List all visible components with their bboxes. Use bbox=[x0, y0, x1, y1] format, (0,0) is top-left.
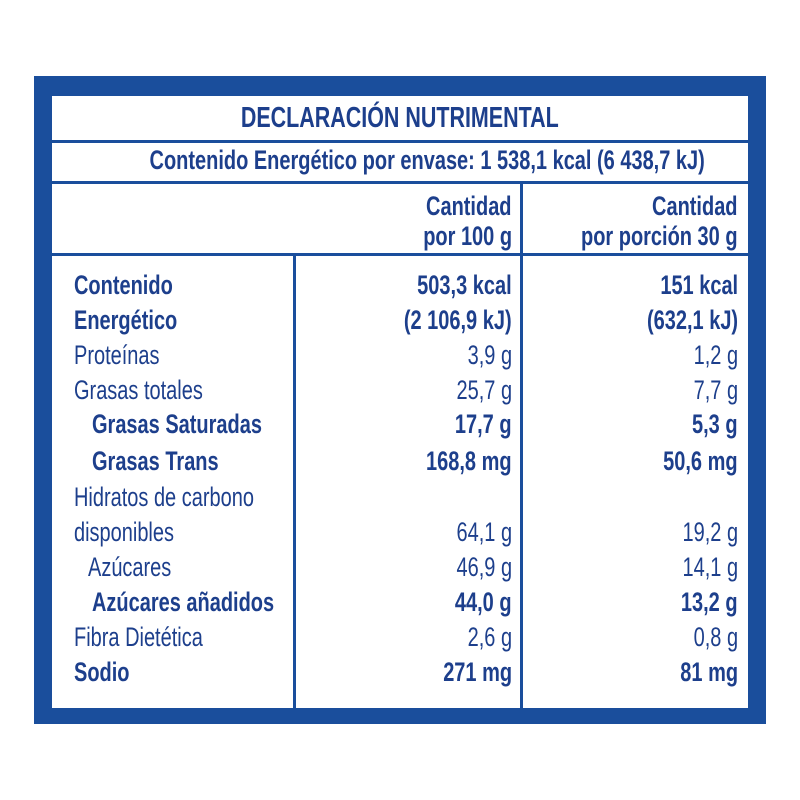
energy-per-package: Contenido Energético por envase: 1 538,1 kcal (6 438,7 kJ) bbox=[149, 145, 705, 175]
value-per-100g: 503,3 kcal bbox=[417, 270, 512, 300]
value-per-100g: 46,9 g bbox=[456, 552, 512, 582]
nutrient-label: Grasas Trans bbox=[92, 446, 219, 476]
header-per-portion: Cantidad por porción 30 g bbox=[581, 191, 738, 251]
nutrient-label: Contenido bbox=[74, 270, 173, 300]
value-per-portion: 13,2 g bbox=[681, 587, 738, 617]
nutrient-label: Azúcares añadidos bbox=[92, 587, 275, 617]
value-per-100g: 271 mg bbox=[443, 657, 512, 687]
value-per-100g: (2 106,9 kJ) bbox=[404, 305, 512, 335]
nutrient-label: Hidratos de carbono bbox=[74, 482, 254, 512]
header-per-100g: Cantidad por 100 g bbox=[423, 191, 512, 251]
column-divider-2 bbox=[520, 181, 523, 708]
nutrient-label: Sodio bbox=[74, 657, 130, 687]
divider-energy bbox=[52, 181, 748, 184]
nutrient-label: Fibra Dietética bbox=[74, 622, 203, 652]
nutrient-label: Energético bbox=[74, 305, 178, 335]
label-title: DECLARACIÓN NUTRIMENTAL bbox=[241, 102, 559, 134]
nutrient-label: disponibles bbox=[74, 517, 174, 547]
value-per-portion: 19,2 g bbox=[682, 517, 738, 547]
value-per-portion: 14,1 g bbox=[682, 552, 738, 582]
value-per-100g: 25,7 g bbox=[456, 375, 512, 405]
value-per-portion: 0,8 g bbox=[693, 622, 738, 652]
value-per-100g: 44,0 g bbox=[455, 587, 512, 617]
value-per-portion: 7,7 g bbox=[693, 375, 738, 405]
value-per-portion: (632,1 kJ) bbox=[646, 305, 738, 335]
nutrient-label: Azúcares bbox=[88, 552, 172, 582]
value-per-100g: 2,6 g bbox=[467, 622, 512, 652]
divider-header bbox=[52, 253, 748, 256]
value-per-portion: 50,6 mg bbox=[663, 446, 738, 476]
value-per-portion: 151 kcal bbox=[660, 270, 738, 300]
value-per-100g: 168,8 mg bbox=[426, 446, 512, 476]
nutrient-label: Grasas Saturadas bbox=[92, 409, 262, 439]
nutrient-label: Grasas totales bbox=[74, 375, 203, 405]
value-per-portion: 5,3 g bbox=[692, 409, 738, 439]
column-divider-1 bbox=[293, 253, 296, 708]
divider-title bbox=[52, 140, 748, 143]
nutrient-label: Proteínas bbox=[74, 340, 160, 370]
value-per-portion: 81 mg bbox=[680, 657, 738, 687]
value-per-portion: 1,2 g bbox=[693, 340, 738, 370]
value-per-100g: 17,7 g bbox=[455, 409, 512, 439]
value-per-100g: 3,9 g bbox=[467, 340, 512, 370]
value-per-100g: 64,1 g bbox=[456, 517, 512, 547]
